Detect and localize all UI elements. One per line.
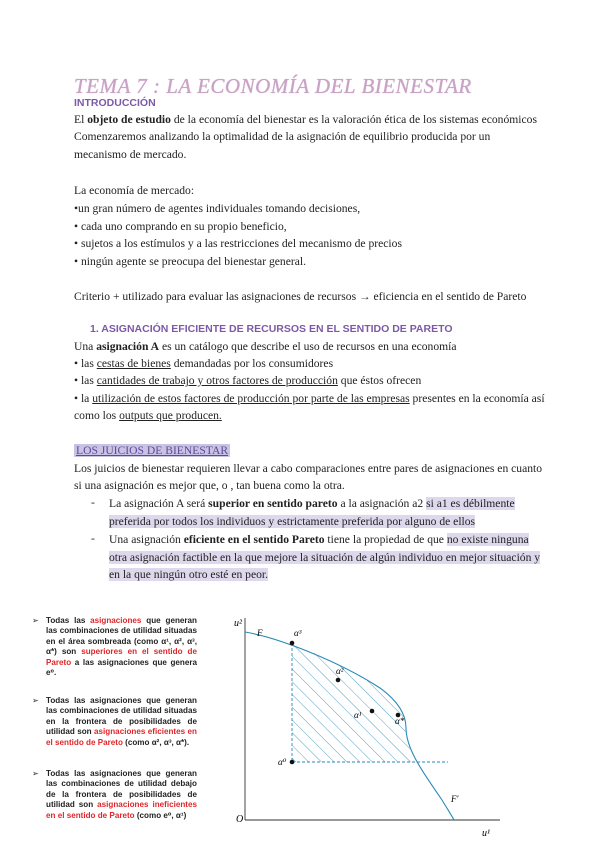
text-fragment: Una asignación [109,533,184,546]
underlined-term: cestas de bienes [96,357,171,370]
intro-paragraph-1 [74,112,537,127]
highlight: si a1 es débilmente [426,497,515,510]
note-efficient [32,696,197,748]
red-term: asignaciones [90,616,142,625]
frontier-end-label: F' [451,794,459,804]
market-bullet: • cada uno comprando en su propio beneficio, [74,220,287,233]
point-alpha-star-label: α* [395,716,405,726]
arrow-bullet-icon: ➢ [32,616,39,625]
text-fragment: • las [74,374,97,387]
market-bullet: • ningún agente se preocupa del bienestar general. [74,255,306,268]
highlight: otra asignación factible en la que mejore la situación de algún individuo en mejor situación y [109,551,541,564]
text-fragment: La asignación A será [109,497,209,510]
juicios-heading: LOS JUICIOS DE BIENESTAR [76,444,229,457]
point-alpha-3 [290,641,295,646]
definition-superior-line-1 [109,496,515,511]
section1-line-3 [74,373,421,388]
note-inefficient [32,769,197,821]
note-superior [32,616,197,678]
intro-paragraph-3: mecanismo de mercado. [74,148,187,161]
y-axis-label: u² [234,618,242,629]
juicios-line-2: si una asignación es mejor que, o , tan buena como la otra. [74,479,345,492]
text-fragment: (como α², α³, α*). [122,737,190,747]
x-axis-label: u¹ [482,828,490,839]
text-fragment: que éstos ofrecen [337,374,422,387]
bold-term: asignación A [96,340,160,353]
text-fragment: • la [74,392,93,405]
intro-paragraph-2: Comenzaremos analizando la optimalidad de la asignación de equilibrio producida por un [74,130,491,143]
juicios-line-1: Los juicios de bienestar requieren llevar a cabo comparaciones entre pares de asignaciones en cuanto [74,462,543,475]
point-alpha-2 [336,678,341,683]
text-fragment: es un catálogo que describe el uso de recursos en una economía [159,340,457,353]
section1-line-2 [74,356,333,371]
underlined-term: utilización de estos factores de producción por parte de las empresas [92,392,410,405]
text-fragment: de la economía del bienestar es la valoración ética de los sistemas económicos [170,113,537,126]
page-title: TEMA 7 : LA ECONOMÍA DEL BIENESTAR [74,74,472,98]
highlight: no existe ninguna [446,533,529,546]
arrow-bullet-icon: ➢ [32,696,39,705]
text-fragment: Una [74,340,97,353]
point-alpha-3-label: α³ [294,628,302,638]
text-fragment: (como e⁰, α¹) [134,810,187,820]
intro-heading: INTRODUCCIÓN [74,97,156,109]
definition-efficient-line-3 [109,567,268,582]
section1-line-1 [74,339,457,354]
frontier-start-label: F [257,628,263,638]
section1-line-4 [74,391,545,406]
text-fragment: tiene la propiedad de que [324,533,447,546]
point-alpha-2-label: α² [336,666,344,676]
text-fragment: El [74,113,88,126]
bold-term: superior en sentido pareto [208,497,338,510]
arrow-bullet-icon: ➢ [32,769,39,778]
text-fragment: presentes en la economía así [409,392,545,405]
point-e0-label: α⁰ [278,757,287,767]
text-fragment: Todas las asignaciones que generan las combinaciones de utilidad debajo de la frontera de posibilidades de utilidad son [46,769,197,810]
definition-efficient-line-1 [109,532,529,547]
section1-heading: 1. ASIGNACIÓN EFICIENTE DE RECURSOS EN EL SENTIDO DE PARETO [90,323,453,335]
utility-possibility-diagram [220,610,510,842]
text-fragment: como los [74,409,120,422]
bold-term: objeto de estudio [87,113,171,126]
highlight: en la que ningún otro esté en peor. [109,568,269,581]
point-e0 [290,760,295,765]
dash-marker: - [91,532,95,545]
section1-line-5 [74,408,222,423]
point-alpha-1 [370,709,375,714]
dash-marker: - [91,496,95,509]
market-bullet: • sujetos a los estímulos y a las restricciones del mecanismo de precios [74,237,402,250]
text-fragment: • las [74,357,97,370]
definition-efficient-line-2 [109,550,540,565]
red-term: superiores en el sentido de Pareto [46,647,197,667]
text-fragment: a las asignaciones que genera e⁰. [46,657,197,678]
point-alpha-1-label: α¹ [354,710,362,720]
red-term: asignaciones ineficientes en el sentido de Pareto [46,800,197,820]
text-fragment: a la asignación a2 [337,497,427,510]
text-fragment: demandadas por los consumidores [170,357,334,370]
definition-superior-line-2 [109,514,475,529]
highlight: preferida por todos los individuos y estrictamente preferida por alguno de ellos [109,515,476,528]
market-bullet: •un gran número de agentes individuales tomando decisiones, [74,202,361,215]
market-intro: La economía de mercado: [74,184,195,197]
criterio-line: Criterio + utilizado para evaluar las asignaciones de recursos → eficiencia en el sentido de Pareto [74,290,527,303]
text-fragment: Todas las asignaciones que generan las combinaciones de utilidad situadas en la frontera de posibilidades de utilidad son [46,696,197,737]
text-fragment: que generan las combinaciones de utilidad situadas en el área sombreada (como α¹, α², α³, α*) son [46,616,197,657]
red-term: asignaciones eficientes en el sentido de Pareto [46,727,197,747]
underlined-term: outputs que producen. [119,409,222,422]
text-fragment: Todas las [46,616,91,625]
bold-term: eficiente en el sentido Pareto [183,533,325,546]
origin-label: O [236,814,244,825]
underlined-term: cantidades de trabajo y otros factores de producción [96,374,338,387]
